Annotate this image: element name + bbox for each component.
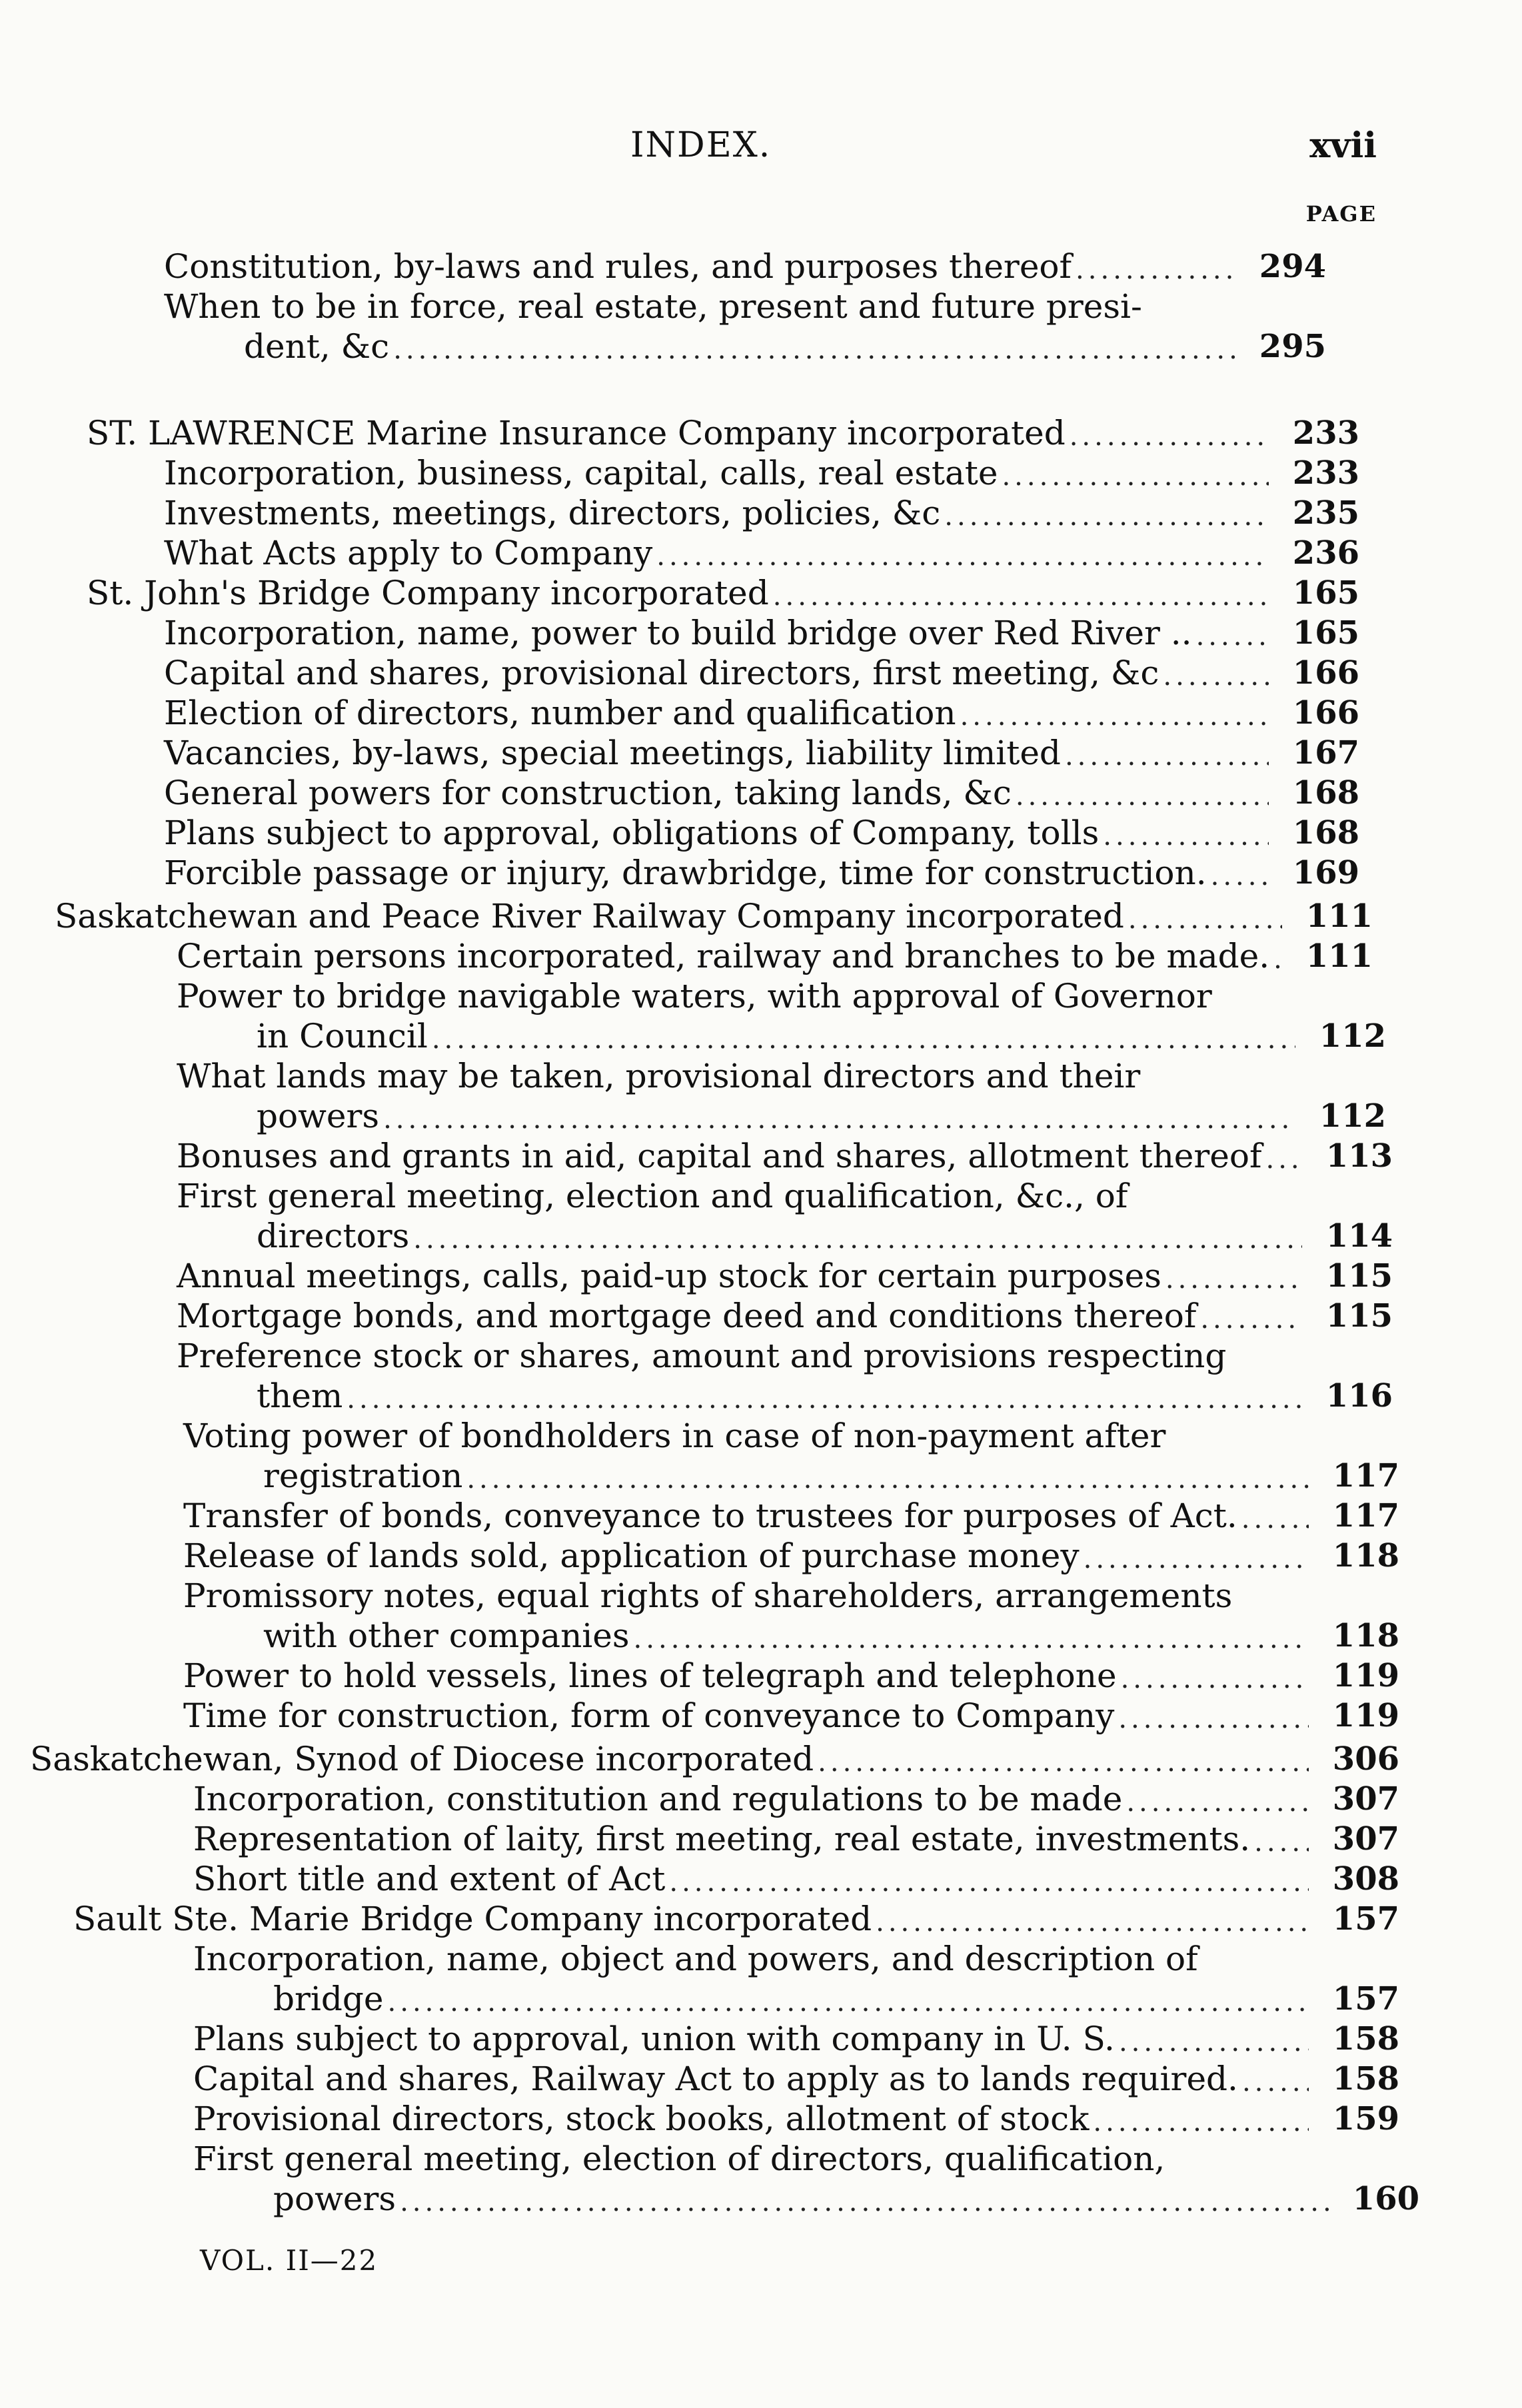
index-entry: [183, 1656, 1399, 1696]
index-entry-text: Constitution, by-laws and rules, and purposes thereof: [164, 247, 1072, 286]
index-entry-page: 168: [1292, 774, 1359, 812]
index-entry-continuation: them: [257, 1377, 343, 1415]
dot-leader: [656, 540, 1269, 573]
index-entry-page: 112: [1319, 1097, 1386, 1135]
index-entry-text: Saskatchewan and Peace River Railway Company incorporated: [55, 897, 1124, 935]
index-entry: [273, 2179, 1419, 2219]
dot-leader: [413, 1223, 1302, 1256]
index-entry: [164, 613, 1359, 653]
index-entry-page: 168: [1292, 814, 1359, 852]
index-entry-text: Mortgage bonds, and mortgage deed and conditions thereof: [177, 1297, 1197, 1335]
dot-leader: [944, 500, 1269, 533]
index-entry-text: ST. LAWRENCE Marine Insurance Company incorporated: [87, 414, 1066, 452]
dot-leader: [1002, 460, 1269, 493]
index-entry: [73, 1899, 1399, 1939]
index-entry-continuation: dent, &c: [244, 327, 390, 366]
index-entry-continuation: with other companies: [263, 1616, 630, 1655]
index-entry: [193, 2099, 1399, 2139]
index-entry-page: 114: [1325, 1217, 1393, 1255]
dot-leader: [1163, 660, 1269, 693]
index-entry: [164, 653, 1359, 693]
index-entry-text: Short title and extent of Act: [193, 1860, 666, 1898]
index-entry-text: Incorporation, name, power to build bridge over Red River ..: [164, 614, 1192, 652]
index-entry-page: 166: [1292, 694, 1359, 732]
index-entry-continuation: bridge: [273, 1980, 384, 2018]
index-entry-text: Saskatchewan, Synod of Diocese incorporated: [30, 1740, 814, 1778]
index-entry: [193, 1819, 1399, 1859]
dot-leader: [400, 2185, 1329, 2219]
index-entry: [257, 1216, 1393, 1256]
index-entry: [183, 1536, 1399, 1576]
index-entry-text: General powers for construction, taking lands, &c: [164, 774, 1012, 812]
index-entry-page: 169: [1292, 854, 1359, 892]
dot-leader: [1126, 1786, 1309, 1819]
dot-leader: [773, 580, 1269, 613]
index-entry: [87, 413, 1359, 453]
index-entry-text: Capital and shares, provisional directors, first meeting, &c: [164, 654, 1159, 692]
index-entry-text: Capital and shares, Railway Act to apply as to lands required.: [193, 2060, 1238, 2098]
dot-leader: [1084, 1542, 1309, 1576]
index-entry: [87, 573, 1359, 613]
index-entry-text: Incorporation, constitution and regulations to be made: [193, 1780, 1123, 1818]
dot-leader: [1241, 1503, 1309, 1536]
index-entry-text: Plans subject to approval, union with company in U. S.: [193, 2020, 1115, 2058]
index-entry-page: 115: [1325, 1257, 1393, 1295]
index-entry-page: 160: [1352, 2180, 1419, 2217]
dot-leader: [1076, 253, 1235, 287]
index-entry-text: First general meeting, election and qualification, &c., of: [177, 1177, 1128, 1215]
index-entry-page: 117: [1332, 1497, 1399, 1534]
index-entry: [164, 693, 1359, 733]
index-entry: [244, 326, 1326, 366]
index-entry: [273, 1979, 1399, 2019]
dot-leader: [1121, 1662, 1309, 1696]
dot-leader: [669, 1866, 1309, 1899]
dot-leader: [347, 1383, 1302, 1416]
index-entry: [263, 1456, 1399, 1496]
index-entry-text: Promissory notes, equal rights of shareholders, arrangements: [183, 1576, 1233, 1615]
dot-leader: [383, 1103, 1295, 1136]
index-entry: [193, 2019, 1399, 2059]
signature-mark: VOL. II—22: [200, 2244, 379, 2277]
index-entry-page: 307: [1332, 1780, 1399, 1818]
index-entry: [193, 1859, 1399, 1899]
index-entry-continuation: registration: [263, 1457, 463, 1495]
index-entry: [164, 733, 1359, 773]
index-entry: [30, 1739, 1399, 1779]
index-entry-page: 112: [1319, 1017, 1386, 1055]
index-entry-text: Representation of laity, first meeting, real estate, investments.: [193, 1820, 1251, 1858]
index-entry-text: Forcible passage or injury, drawbridge, time for construction.: [164, 854, 1207, 892]
index-entry-page: 235: [1292, 494, 1359, 532]
index-entry: [177, 1136, 1393, 1176]
index-entry-page: 308: [1332, 1860, 1399, 1898]
index-entry-text: Bonuses and grants in aid, capital and shares, allotment thereof: [177, 1137, 1262, 1175]
index-entry-page: 233: [1292, 414, 1359, 452]
index-entry-text: Time for construction, form of conveyance to Company: [183, 1696, 1115, 1735]
index-entry-page: 118: [1332, 1617, 1399, 1654]
index-entry-text: What lands may be taken, provisional directors and their: [177, 1057, 1141, 1095]
dot-leader: [1065, 740, 1269, 773]
index-entry: [183, 1696, 1399, 1736]
index-entry-page: 113: [1325, 1137, 1393, 1175]
index-entry-text: Investments, meetings, directors, policies, &c: [164, 494, 941, 532]
page-header: [164, 125, 1377, 172]
dot-leader: [1093, 2106, 1309, 2139]
index-entry-page: 118: [1332, 1537, 1399, 1574]
dot-leader: [1070, 420, 1269, 453]
index-entry-page: 165: [1292, 614, 1359, 652]
index-entry-page: 236: [1292, 534, 1359, 572]
index-entry-page: 294: [1259, 248, 1326, 285]
index-entry-continuation: powers: [273, 2179, 396, 2218]
index-entry-page: 233: [1292, 454, 1359, 492]
page-number: xvii: [1309, 125, 1377, 166]
page-column-label: PAGE: [1305, 201, 1377, 227]
index-entry-text: Power to hold vessels, lines of telegraph and telephone: [183, 1656, 1117, 1695]
index-entry-page: 111: [1305, 937, 1373, 975]
index-entry-text: Plans subject to approval, obligations of Company, tolls: [164, 814, 1100, 852]
dot-leader: [634, 1622, 1309, 1656]
dot-leader: [388, 1986, 1309, 2019]
index-entry: [164, 773, 1359, 813]
dot-leader: [876, 1906, 1309, 1939]
index-entry: [177, 1296, 1393, 1336]
index-entry-text: Release of lands sold, application of purchase money: [183, 1536, 1080, 1575]
index-entry-text: Election of directors, number and qualification: [164, 694, 956, 732]
dot-leader: [818, 1746, 1309, 1779]
index-entry-page: 159: [1332, 2100, 1399, 2137]
index-entry-page: 158: [1332, 2060, 1399, 2098]
index-entry: [164, 533, 1359, 573]
index-entry-continuation: in Council: [257, 1017, 428, 1055]
dot-leader: [393, 333, 1235, 366]
index-entry-text: Power to bridge navigable waters, with approval of Governor: [177, 977, 1212, 1015]
index-entry: [164, 247, 1326, 287]
dot-leader: [1211, 860, 1269, 893]
dot-leader: [1200, 1303, 1302, 1336]
index-entry: [164, 493, 1359, 533]
dot-leader: [960, 700, 1269, 733]
index-entry-page: 166: [1292, 654, 1359, 692]
index-entry-text: When to be in force, real estate, present and future presi-: [164, 287, 1142, 326]
index-entry-page: 119: [1332, 1697, 1399, 1734]
dot-leader: [466, 1463, 1309, 1496]
index-entry: [183, 1496, 1399, 1536]
index-entry: [164, 813, 1359, 853]
dot-leader: [1254, 1826, 1309, 1859]
index-entry-page: 165: [1292, 574, 1359, 612]
dot-leader: [1196, 620, 1269, 653]
dot-leader: [1103, 820, 1269, 853]
index-entry-text: St. John's Bridge Company incorporated: [87, 574, 769, 612]
dot-leader: [1119, 2026, 1309, 2059]
index-entry-text: Voting power of bondholders in case of non-payment after: [183, 1417, 1166, 1455]
index-entry-page: 157: [1332, 1900, 1399, 1938]
index-entry-text: Incorporation, business, capital, calls, real estate: [164, 454, 998, 492]
index-entry-text: Incorporation, name, object and powers, and description of: [193, 1940, 1198, 1978]
index-entry: [164, 453, 1359, 493]
index-entry-page: 157: [1332, 1980, 1399, 2018]
dot-leader: [432, 1023, 1295, 1056]
index-entry-page: 119: [1332, 1657, 1399, 1694]
index-entry: [193, 2059, 1399, 2099]
index-entry-page: 117: [1332, 1457, 1399, 1495]
index-entry-page: 306: [1332, 1740, 1399, 1778]
index-entry: [177, 1256, 1393, 1296]
index-entry-continuation: directors: [257, 1217, 410, 1255]
index-entry-text: Preference stock or shares, amount and provisions respecting: [177, 1337, 1227, 1375]
dot-leader: [1118, 1702, 1309, 1736]
index-entry-page: 158: [1332, 2020, 1399, 2058]
dot-leader: [1242, 2066, 1309, 2099]
index-entry: [257, 1376, 1393, 1416]
index-entry: [55, 896, 1373, 936]
index-entry: [177, 936, 1373, 976]
index-entry-text: First general meeting, election of directors, qualification,: [193, 2139, 1165, 2178]
index-entry-text: What Acts apply to Company: [164, 534, 653, 572]
index-entry-page: 307: [1332, 1820, 1399, 1858]
index-entry-text: Annual meetings, calls, paid-up stock for certain purposes: [177, 1257, 1161, 1295]
dot-leader: [1273, 943, 1282, 976]
index-entry-text: Vacancies, by-laws, special meetings, liability limited: [164, 734, 1061, 772]
dot-leader: [1266, 1143, 1303, 1176]
index-entry-page: 167: [1292, 734, 1359, 772]
index-entry: [193, 1779, 1399, 1819]
page-title: INDEX.: [630, 125, 772, 165]
dot-leader: [1128, 903, 1282, 936]
index-entry: [263, 1616, 1399, 1656]
index-entry: [257, 1016, 1386, 1056]
index-entry-page: 111: [1305, 898, 1373, 935]
index-entry-page: 115: [1325, 1297, 1393, 1335]
dot-leader: [1016, 780, 1269, 813]
index-entry-page: 116: [1325, 1377, 1393, 1415]
index-entry-continuation: powers: [257, 1097, 380, 1135]
index-entry: [164, 853, 1359, 893]
index-entry-page: 295: [1259, 328, 1326, 365]
dot-leader: [1165, 1263, 1302, 1296]
index-entry-text: Transfer of bonds, conveyance to trustees for purposes of Act.: [183, 1497, 1237, 1535]
index-entry-text: Sault Ste. Marie Bridge Company incorporated: [73, 1900, 872, 1938]
index-entry-text: Certain persons incorporated, railway and branches to be made.: [177, 937, 1270, 975]
index-entry-text: Provisional directors, stock books, allotment of stock: [193, 2100, 1090, 2138]
index-entry: [257, 1096, 1386, 1136]
